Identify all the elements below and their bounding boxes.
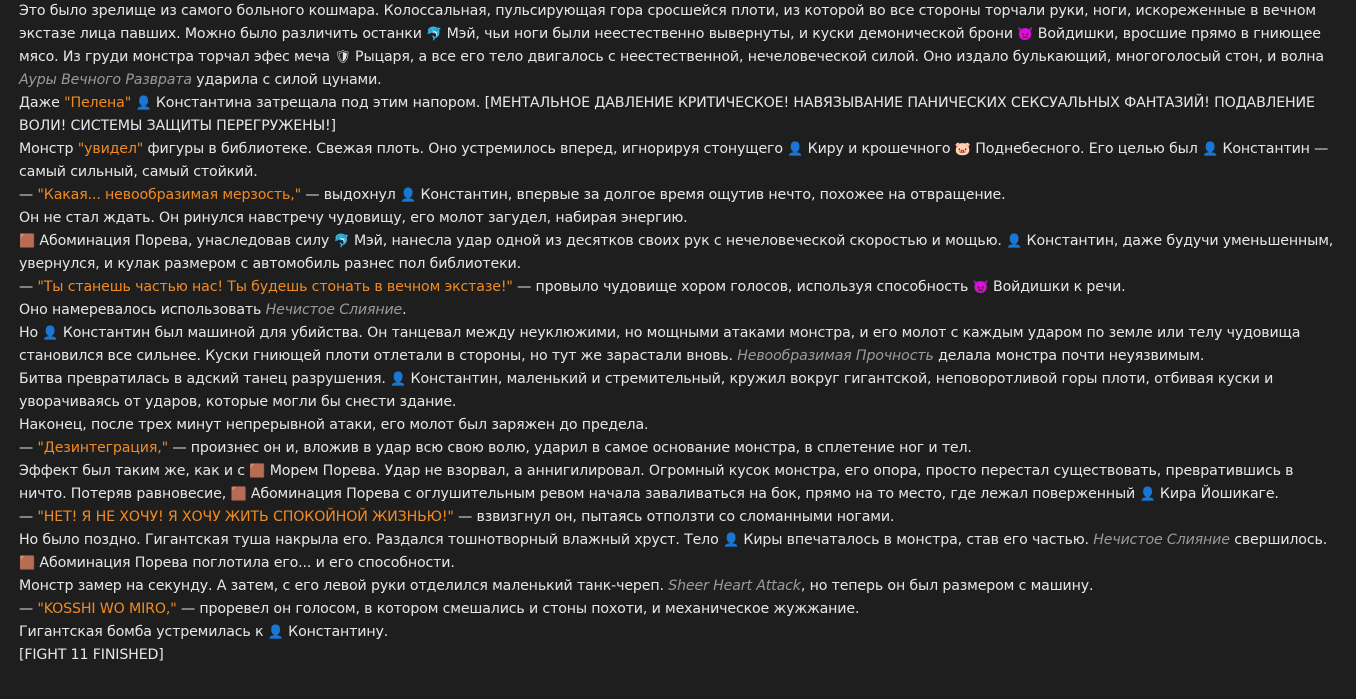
ability-name: Sheer Heart Attack	[668, 578, 801, 594]
text: — провыло чудовище хором голосов, используя способность	[512, 279, 973, 295]
person-icon: 👤	[1139, 487, 1156, 502]
dolphin-icon: 🐬	[333, 234, 350, 249]
fight-status: [FIGHT 11 FINISHED]	[19, 647, 164, 663]
text: Гигантская бомба устремилась к	[19, 624, 268, 640]
text: Поднебесного. Его целью был	[975, 141, 1203, 157]
text: ударила с силой цунами.	[191, 72, 382, 88]
text: .	[402, 302, 407, 318]
ability-name: Нечистое Слияние	[265, 302, 403, 318]
person-icon: 👤	[1202, 142, 1219, 157]
text: Это было зрелище из самого больного кошмара. Колоссальная, пульсирующая гора сросшейся плоти, из которой во все стороны торчали руки, ноги, искореженные в вечном экстазе лица павших. Можно было различить останки	[19, 3, 1316, 42]
text: Битва превратилась в адский танец разрушения.	[19, 371, 391, 387]
text: Абоминация Порева, унаследовав силу	[39, 233, 334, 249]
paragraph	[19, 92, 1336, 138]
text: Константин, впервые за долгое время ощутив нечто, похожее на отвращение.	[420, 187, 1006, 203]
ability-name: Нечистое Слияние	[1093, 532, 1230, 548]
demon-icon: 👿	[972, 280, 989, 295]
speech: "KOSSHI WO MIRO,"	[37, 601, 177, 617]
text: —	[19, 440, 38, 456]
paragraph	[19, 299, 1336, 322]
paragraph	[19, 598, 1336, 621]
speech: "Какая... невообразимая мерзость,"	[37, 187, 301, 203]
text: Константин был машиной для убийства. Он танцевал между неуклюжими, но мощными атаками монстра, и его молот с каждым ударом по земле или телу чудовища становился все сильнее. Куски гниющей плоти отлетали в стороны, но тут же зарастали вновь.	[19, 325, 1301, 364]
text: Кира Йошикаге.	[1159, 486, 1279, 502]
text: Константину.	[288, 624, 389, 640]
text: Константин, маленький и стремительный, кружил вокруг гигантской, неповоротливой горы плоти, отбивая куски и уворачиваясь от ударов, которые могли бы снести здание.	[19, 371, 1274, 410]
person-icon: 👤	[787, 142, 804, 157]
text: Оно намеревалось использовать	[19, 302, 266, 318]
text: — выдохнул	[300, 187, 401, 203]
text: Эффект был таким же, как и с	[19, 463, 250, 479]
paragraph: Он не стал ждать. Он ринулся навстречу чудовищу, его молот загудел, набирая энергию.	[19, 210, 688, 226]
text: Константин — самый сильный, самый стойкий.	[19, 141, 1329, 180]
text: Войдишки, вросшие прямо в гниющее мясо. Из груди монстра торчал эфес меча	[19, 26, 1321, 65]
paragraph	[19, 460, 1336, 506]
text: —	[19, 601, 38, 617]
person-icon: 👤	[400, 188, 417, 203]
ability-name: Ауры Вечного Разврата	[19, 72, 192, 88]
paragraph	[19, 138, 1336, 184]
text: Абоминация Порева поглотила его... и его способности.	[39, 555, 455, 571]
speech: "Ты станешь частью нас! Ты будешь стонать в вечном экстазе!"	[37, 279, 513, 295]
text: фигуры в библиотеке. Свежая плоть. Оно устремилось вперед, игнорируя стонущего	[143, 141, 788, 157]
text: Монстр	[19, 141, 78, 157]
text: Даже	[19, 95, 65, 111]
text: Мэй, чьи ноги были неестественно вывернуты, и куски демонической брони	[446, 26, 1018, 42]
text: — проревел он голосом, в котором смешались и стоны похоти, и механическое жужжание.	[176, 601, 860, 617]
person-icon: 👤	[390, 372, 407, 387]
paragraph	[19, 184, 1336, 207]
person-icon: 👤	[267, 625, 284, 640]
paragraph	[19, 230, 1336, 276]
person-icon: 👤	[135, 96, 152, 111]
text: — произнес он и, вложив в удар всю свою волю, ударил в самое основание монстра, в сплетение ног и тел.	[167, 440, 972, 456]
flesh-icon: 🟫	[230, 487, 247, 502]
flesh-icon: 🟫	[249, 464, 266, 479]
speech: "НЕТ! Я НЕ ХОЧУ! Я ХОЧУ ЖИТЬ СПОКОЙНОЙ ЖИЗНЬЮ!"	[37, 509, 454, 525]
person-icon: 👤	[1006, 234, 1023, 249]
ability-name: Невообразимая Прочность	[737, 348, 934, 364]
paragraph	[19, 552, 1336, 575]
text: делала монстра почти неуязвимым.	[933, 348, 1205, 364]
paragraph: Наконец, после трех минут непрерывной атаки, его молот был заряжен до предела.	[19, 417, 649, 433]
paragraph	[19, 276, 1336, 299]
text: —	[19, 509, 38, 525]
demon-icon: 👿	[1017, 27, 1034, 42]
paragraph	[19, 437, 1336, 460]
text: Но было поздно. Гигантская туша накрыла его. Раздался тошнотворный влажный хруст. Тело	[19, 532, 723, 548]
text: Константин, даже будучи уменьшенным, увернулся, и кулак размером с автомобиль разнес пол библиотеки.	[19, 233, 1334, 272]
text: —	[19, 187, 38, 203]
text: Войдишки к речи.	[993, 279, 1126, 295]
text: — взвизгнул он, пытаясь отползти со сломанными ногами.	[453, 509, 895, 525]
paragraph	[19, 506, 1336, 529]
paragraph	[19, 368, 1336, 414]
text: Но	[19, 325, 43, 341]
paragraph	[19, 621, 1336, 644]
text: Киру и крошечного	[807, 141, 955, 157]
speech: "Дезинтеграция,"	[37, 440, 168, 456]
text: Рыцаря, а все его тело двигалось с неестественной, нечеловеческой силой. Оно издало булькающий, многоголосый стон, и волна	[355, 49, 1324, 65]
person-icon: 👤	[42, 326, 59, 341]
person-icon: 👤	[722, 533, 740, 548]
speech: "увидел"	[77, 141, 144, 157]
flesh-icon: 🟫	[19, 234, 36, 249]
dolphin-icon: 🐬	[426, 27, 443, 42]
pig-icon: 🐷	[954, 142, 971, 157]
text: Абоминация Порева с оглушительным ревом начала заваливаться на бок, прямо на то место, где лежал поверженный	[250, 486, 1140, 502]
paragraph	[19, 322, 1336, 368]
text: , но теперь он был размером с машину.	[800, 578, 1094, 594]
text: —	[19, 279, 38, 295]
text: Мэй, нанесла удар одной из десятков своих рук с нечеловеческой скоростью и мощью.	[353, 233, 1007, 249]
paragraph	[19, 575, 1336, 598]
paragraph	[19, 529, 1336, 552]
text: Константина затрещала под этим напором. [МЕНТАЛЬНОЕ ДАВЛЕНИЕ КРИТИЧЕСКОЕ! НАВЯЗЫВАНИЕ ПАНИЧЕСКИХ СЕКСУАЛЬНЫХ ФАНТАЗИЙ! ПОДАВЛЕНИЕ ВОЛИ! СИСТЕМЫ ЗАЩИТЫ ПЕРЕГРУЖЕНЫ!]	[19, 95, 1315, 134]
text: свершилось.	[1229, 532, 1328, 548]
speech: "Пелена"	[64, 95, 132, 111]
text: Монстр замер на секунду. А затем, с его левой руки отделился маленький танк-череп.	[19, 578, 669, 594]
flesh-icon: 🟫	[19, 556, 36, 571]
paragraph	[19, 0, 1336, 92]
text: Киры впечаталось в монстра, став его частью.	[743, 532, 1094, 548]
shield-icon: 🛡	[334, 50, 351, 65]
text: Морем Порева. Удар не взорвал, а аннигилировал. Огромный кусок монстра, его опора, просто перестал существовать, превратившись в ничто. Потеряв равновесие,	[19, 463, 1294, 502]
